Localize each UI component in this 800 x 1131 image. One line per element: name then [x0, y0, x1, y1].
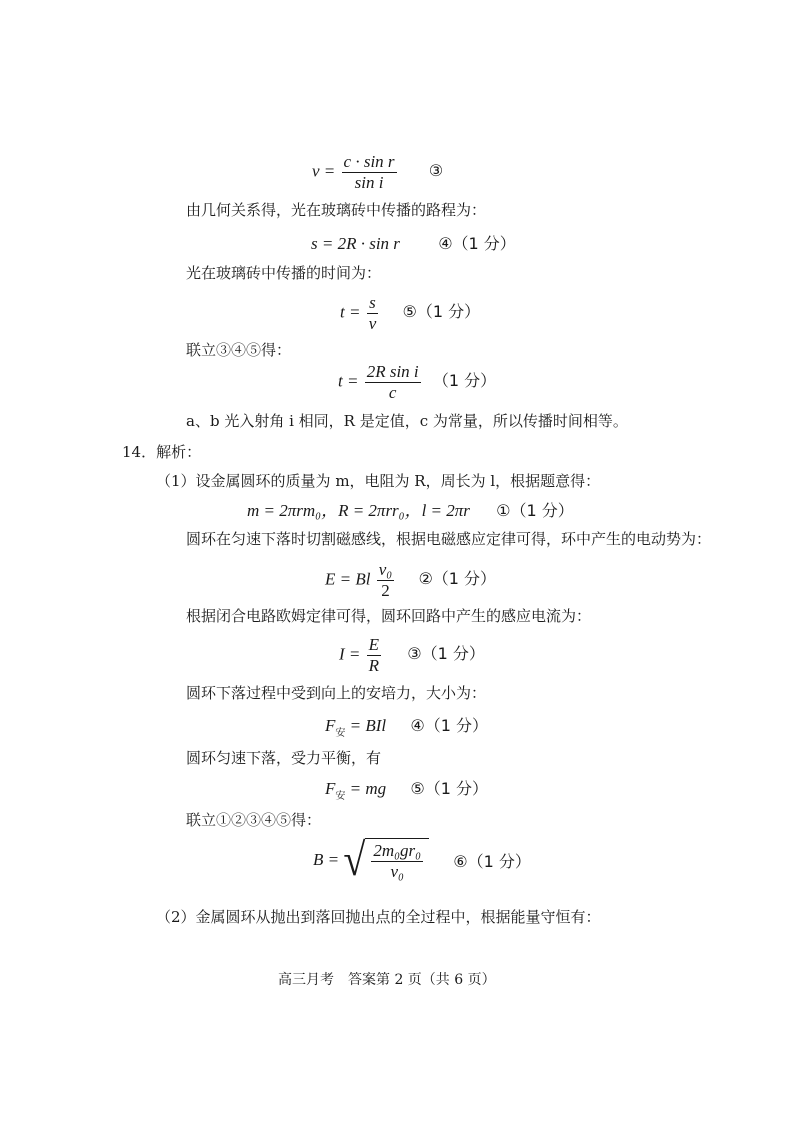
equation-t — [340, 293, 480, 334]
equation-lhs: t = — [338, 371, 359, 391]
equation-mark: ①（1 分） — [496, 501, 574, 520]
text-part2: （2）金属圆环从抛出到落回抛出点的全过程中，根据能量守恒有： — [156, 908, 601, 926]
equation-mark: ④（1 分） — [410, 716, 489, 735]
equation-F-balance — [325, 776, 489, 802]
question-number: 14．解析： — [122, 443, 202, 461]
numerator: E — [368, 635, 380, 654]
equation-mark: ③（1 分） — [407, 644, 485, 664]
equation-mark: ②（1 分） — [418, 569, 497, 589]
equation-E — [325, 560, 496, 601]
text-geom-path: 由几何关系得，光在玻璃砖中传播的路程为： — [186, 201, 487, 219]
equation-m — [247, 496, 574, 521]
denominator: 2 — [381, 581, 390, 600]
equation-B — [313, 833, 531, 886]
numerator: 2m₀gr₀ — [373, 841, 422, 860]
radicand — [365, 838, 429, 882]
equation-v — [312, 152, 443, 193]
fraction — [365, 362, 421, 403]
text-combine-345: 联立③④⑤得： — [186, 341, 292, 359]
equation-body: m = 2πrm₀，R = 2πrr₀，l = 2πr — [247, 501, 470, 520]
equation-lhs: I = — [339, 644, 361, 664]
denominator: sin i — [354, 173, 384, 192]
text-emf-intro: 圆环在匀速下落时切割磁感线，根据电磁感应定律可得，环中产生的电动势为： — [186, 530, 712, 548]
equation-lhs: v = — [312, 161, 336, 181]
numerator: c · sin r — [343, 152, 395, 171]
denominator: R — [368, 656, 380, 675]
square-root — [343, 833, 429, 886]
denominator: c — [388, 383, 397, 402]
fraction — [367, 293, 379, 334]
text-ampere-intro: 圆环下落过程中受到向上的安培力，大小为： — [186, 684, 487, 702]
text-conclusion: a、b 光入射角 i 相同，R 是定值，c 为常量，所以传播时间相等。 — [186, 412, 628, 430]
fraction — [367, 635, 381, 676]
equation-mark: （1 分） — [432, 371, 497, 391]
equation-body: s = 2R · sin r — [311, 234, 400, 253]
text-combine-all: 联立①②③④⑤得： — [186, 811, 322, 829]
equation-s — [311, 231, 516, 254]
text-part1: （1）设金属圆环的质量为 m，电阻为 R，周长为 l，根据题意得： — [156, 472, 601, 490]
numerator: s — [367, 293, 379, 314]
equation-mark: ⑥（1 分） — [453, 851, 531, 871]
fraction — [342, 152, 397, 193]
equation-mark: ④（1 分） — [438, 234, 516, 253]
equation-mark: ⑤（1 分） — [410, 779, 489, 798]
text-ohm-intro: 根据闭合电路欧姆定律可得，圆环回路中产生的感应电流为： — [186, 607, 592, 625]
equation-lhs: t = — [340, 302, 361, 322]
text-balance-intro: 圆环匀速下落，受力平衡，有 — [186, 749, 382, 767]
equation-F-ampere — [325, 713, 489, 739]
equation-lhs: B = — [313, 850, 340, 869]
force-symbol: F — [325, 716, 336, 735]
text-time-intro: 光在玻璃砖中传播的时间为： — [186, 264, 382, 282]
page-footer: 高三月考 答案第 2 页（共 6 页） — [278, 972, 496, 988]
equation-mark: ③ — [428, 161, 444, 181]
denominator: v — [368, 314, 377, 333]
fraction — [377, 560, 394, 601]
force-subscript: 安 — [335, 791, 346, 802]
fraction — [371, 841, 423, 882]
force-subscript: 安 — [335, 728, 346, 739]
equation-t2 — [338, 362, 496, 403]
equation-rhs: = mg — [349, 779, 387, 798]
numerator: v₀ — [378, 560, 393, 579]
radical-sign: √ — [343, 833, 366, 886]
force-symbol: F — [325, 779, 336, 798]
equation-I — [339, 635, 485, 676]
equation-mark: ⑤（1 分） — [402, 302, 481, 322]
numerator: 2R sin i — [366, 362, 419, 381]
equation-rhs: = BIl — [349, 716, 387, 735]
equation-lhs: E = Bl — [325, 569, 371, 589]
denominator: v₀ — [390, 862, 404, 881]
